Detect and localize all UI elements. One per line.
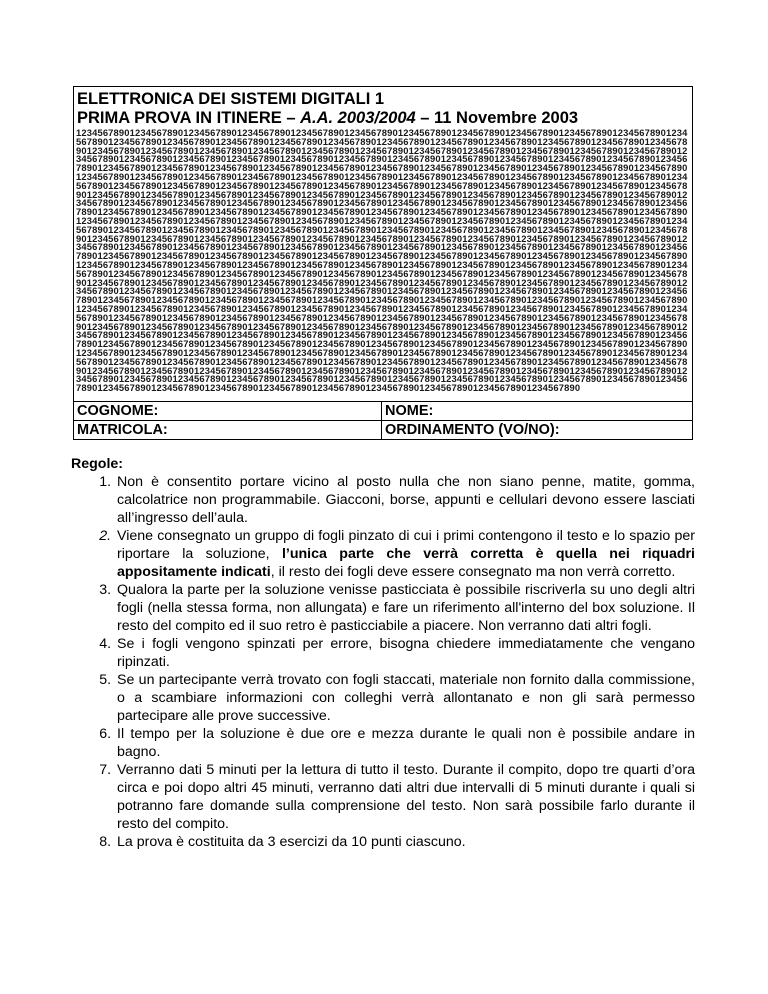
rules-section: [71, 455, 695, 851]
rule-item: 4. Se i fogli vengono spinzati per errore, bisogna chiedere immediatamente che vengano ripinzati.: [115, 635, 695, 671]
rule-text-before: Viene consegnato un gruppo di fogli pinzato di cui i primi contengono il testo e lo spazio per riportare la soluzione,: [117, 528, 695, 562]
exam-header-box: [73, 86, 693, 440]
exam-date: – 11 Novembre 2003: [415, 109, 579, 127]
rules-list: [71, 473, 695, 851]
rule-text-bold: l’unica parte che verrà corretta è quella nei riquadri appositamente indicati: [117, 546, 695, 580]
student-fields: [74, 401, 692, 441]
rule-item: 5. Se un partecipante verrà trovato con fogli staccati, materiale non fornito dalla commissione, o a scambiare informazioni con colleghi verrà allontanato e non gli sarà permesso partecipare alle prove successive.: [115, 671, 695, 725]
exam-title: [77, 90, 689, 128]
name-field[interactable]: NOME:: [382, 402, 692, 421]
surname-field[interactable]: COGNOME:: [74, 402, 382, 421]
rule-item: 7. Verranno dati 5 minuti per la lettura di tutto il testo. Durante il compito, dopo tre quarti d’ora circa e poi dopo altri 45 minuti, verranno dati altri due intervalli di 5 minuti durante i quali si potranno fare domande sulla comprensione del testo. Non sarà possibile farlo durante il resto del compito.: [115, 761, 695, 833]
exam-subtitle-prefix: PRIMA PROVA IN ITINERE –: [77, 109, 301, 127]
exam-subtitle: [77, 109, 689, 128]
rule-item: 3. Qualora la parte per la soluzione venisse pasticciata è possibile riscriverla su uno degli altri fogli (nella stessa forma, non allungata) e fare un riferimento all'interno del box soluzione. Il resto del compito ed il suo retro è pasticciabile a piacere. Non verranno dati altri fogli.: [115, 581, 695, 635]
rule-item: [115, 527, 695, 581]
rule-item: 6. Il tempo per la soluzione è due ore e mezza durante le quali non è possibile andare in bagno.: [115, 725, 695, 761]
rule-item: 1. Non è consentito portare vicino al posto nulla che non siano penne, matite, gomma, calcolatrice non programmabile. Giacconi, borse, appunti e cellulari devono essere lasciati all’ingresso dell’aula.: [115, 473, 695, 527]
rule-item: 8. La prova è costituita da 3 esercizi da 10 punti ciascuno.: [115, 833, 695, 851]
rule-text-after: , il resto dei fogli deve essere consegnato ma non verrà corretto.: [270, 564, 676, 580]
ordering-field[interactable]: ORDINAMENTO (VO/NO):: [385, 422, 560, 438]
student-id-field[interactable]: MATRICOLA:: [74, 421, 382, 440]
digit-fill-pattern: 1234567890123456789012345678901234567890123456789012345678901234567890123456789012345678901234567890123456789012345678901234567890123456789012345678901234567890123456789012345678901234567890123456789012345678901234567890123456789012345678901234567890123456789012345678901234567890123456789012345678901234567890123456789012345678901234567890123456789012345678901234567890123456789012345678901234567890123456789012345678901234567890123456789012345678901234567890123456789012345678901234567890123456789012345678901234567890123456789012345678901234567890123456789012345678901234567890123456789012345678901234567890123456789012345678901234567890123456789012345678901234567890123456789012345678901234567890123456789012345678901234567890123456789012345678901234567890123456789012345678901234567890123456789012345678901234567890123456789012345678901234567890123456789012345678901234567890123456789012345678901234567890123456789012345678901234567890123456789012345678901234567890123456789012345678901234567890123456789012345678901234567890123456789012345678901234567890123456789012345678901234567890123456789012345678901234567890123456789012345678901234567890123456789012345678901234567890123456789012345678901234567890123456789012345678901234567890123456789012345678901234567890123456789012345678901234567890123456789012345678901234567890123456789012345678901234567890123456789012345678901234567890123456789012345678901234567890123456789012345678901234567890123456789012345678901234567890123456789012345678901234567890123456789012345678901234567890123456789012345678901234567890123456789012345678901234567890123456789012345678901234567890123456789012345678901234567890123456789012345678901234567890123456789012345678901234567890123456789012345678901234567890123456789012345678901234567890123456789012345678901234567890123456789012345678901234567890123456789012345678901234567890123456789012345678901234567890123456789012345678901234567890123456789012345678901234567890123456789012345678901234567890123456789012345678901234567890123456789012345678901234567890123456789012345678901234567890123456789012345678901234567890123456789012345678901234567890123456789012345678901234567890123456789012345678901234567890123456789012345678901234567890123456789012345678901234567890123456789012345678901234567890123456789012345678901234567890123456789012345678901234567890123456789012345678901234567890123456789012345678901234567890123456789012345678901234567890123456789012345678901234567890123456789012345678901234567890123456789012345678901234567890123456789012345678901234567890123456789012345678901234567890123456789012345678901234567890123456789012345678901234567890123456789012345678901234567890123456789012345678901234567890123456789012345678901234567890123456789012345678901234567890123456789012345678901234567890123456789012345678901234567890123456789012345678901234567890123456789012345678901234567890123456789012345678901234567890123456789012345678901234567890123456789012345678901234567890123456789012345678901234567890123456789012345678901234567890123456789012345678901234567890123456789012345678901234567890123456789012345678901234567890123456789012345678901234567890123456789012345678901234567890123456789012345678901234567890123456789012345678901234567890123456789012345678901234567890123456789012345678901234567890123456789012345678901234567890123456789012345678901234567890123456789012345678901234567890: [76, 129, 688, 394]
rules-heading: Regole:: [71, 456, 124, 472]
course-title: ELETTRONICA DEI SISTEMI DIGITALI 1: [77, 90, 385, 108]
academic-year: A.A. 2003/2004: [300, 109, 416, 127]
